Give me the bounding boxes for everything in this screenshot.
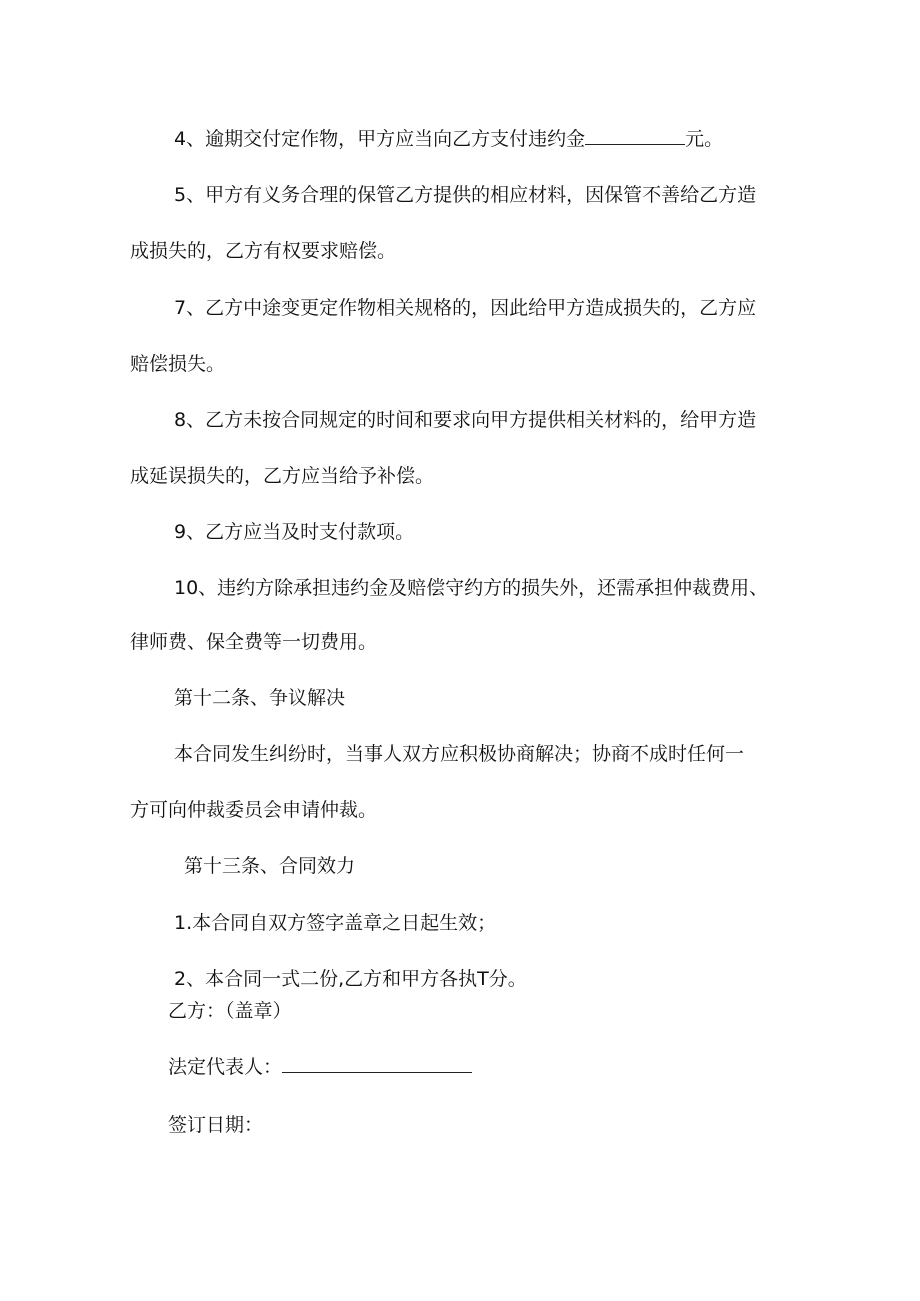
- clause-9: 9、乙方应当及时支付款项。: [174, 521, 415, 543]
- clause-10-line-1: 10、违约方除承担违约金及赔偿守约方的损失外，还需承担仲裁费用、: [174, 577, 769, 599]
- article-13-item-2: 2、本合同一式二份,乙方和甲方各执T分。: [174, 968, 527, 990]
- clause-8-line-1: 8、乙方未按合同规定的时间和要求向甲方提供相关材料的，给甲方造: [174, 409, 757, 431]
- article-13-item-1: 1.本合同自双方签字盖章之日起生效；: [174, 912, 497, 934]
- legal-representative-label: 法定代表人：: [168, 1056, 283, 1078]
- article-12-heading: 第十二条、争议解决: [174, 687, 346, 709]
- clause-8-line-2: 成延误损失的，乙方应当给予补偿。: [130, 465, 435, 487]
- party-b-seal: 乙方：（盖章）: [168, 1000, 292, 1022]
- clause-10-line-2: 律师费、保全费等一切费用。: [130, 631, 378, 653]
- clause-5-line-1: 5、甲方有义务合理的保管乙方提供的相应材料，因保管不善给乙方造: [174, 184, 757, 206]
- legal-representative: [168, 1055, 472, 1079]
- clause-4-unit: 元。: [685, 128, 724, 150]
- legal-representative-blank[interactable]: [282, 1056, 472, 1073]
- article-12-line-1: 本合同发生纠纷时，当事人双方应积极协商解决；协商不成时任何一: [174, 743, 745, 765]
- clause-4-text: 4、逾期交付定作物，甲方应当向乙方支付违约金: [174, 128, 586, 150]
- clause-5-line-2: 成损失的，乙方有权要求赔偿。: [130, 240, 397, 262]
- clause-7-line-2: 赔偿损失。: [130, 353, 226, 375]
- clause-7-line-1: 7、乙方中途变更定作物相关规格的，因此给甲方造成损失的，乙方应: [174, 297, 757, 319]
- penalty-amount-blank[interactable]: [585, 128, 685, 145]
- article-13-heading: 第十三条、合同效力: [184, 855, 356, 877]
- signing-date: 签订日期：: [168, 1114, 264, 1136]
- clause-4-penalty: [174, 127, 723, 151]
- article-12-line-2: 方可向仲裁委员会申请仲裁。: [130, 799, 378, 821]
